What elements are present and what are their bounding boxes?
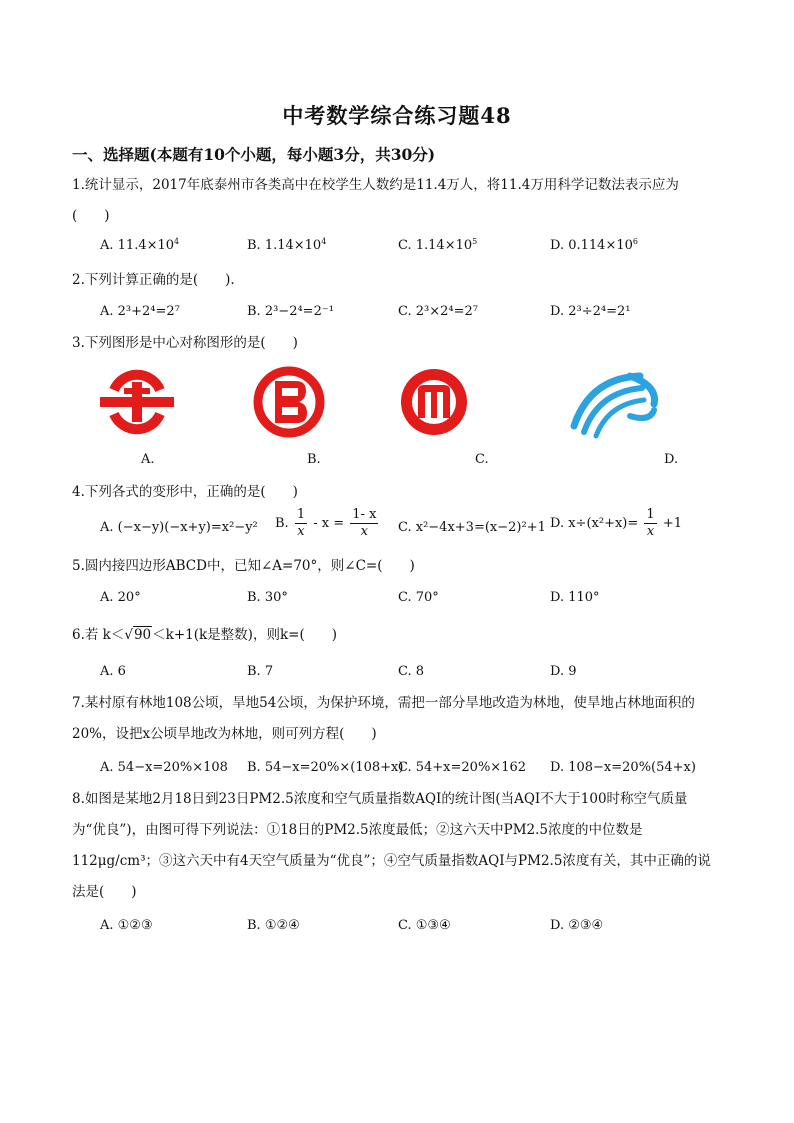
question-6: 6.若 k＜√90＜k+1(k是整数)，则k=( ) <box>72 620 727 651</box>
option-c[interactable]: C. 54+x=20%×162 <box>398 760 527 775</box>
question-2-options <box>100 304 740 328</box>
option-d[interactable]: D. 2³÷2⁴=2¹ <box>550 304 631 319</box>
option-d[interactable]: D. 110° <box>550 590 600 605</box>
question-8-line-2: 为“优良”)，由图可得下列说法：①18日的PM2.5浓度最低；②这六天中PM2.5浓度的中位数是 <box>72 822 643 838</box>
option-d[interactable]: D. $0.114\times 10^6$ <box>550 237 638 253</box>
question-7-line-1: 7.某村原有林地108公顷，旱地54公顷，为保护环境，需把一部分旱地改造为林地，使旱地占林地面积的 <box>72 695 695 711</box>
option-b[interactable]: B. 54−x=20%×(108+x) <box>247 760 404 775</box>
question-1-options <box>100 238 740 262</box>
question-2 <box>72 265 727 296</box>
option-c[interactable]: C. 8 <box>398 664 425 679</box>
question-8 <box>72 784 727 908</box>
question-8-line-3: 112μg/cm³；③这六天中有4天空气质量为“优良”；④空气质量指数AQI与PM2.5浓度有关，其中正确的说 <box>72 853 711 869</box>
logo-d-image[interactable] <box>570 370 658 440</box>
question-5-options <box>100 590 740 614</box>
option-b[interactable]: B. 7 <box>247 664 274 679</box>
option-b[interactable]: B. ①②④ <box>247 918 300 933</box>
question-7-options <box>100 760 740 784</box>
question-2-text: 2.下列计算正确的是( ). <box>72 272 235 288</box>
page-title: 中考数学综合练习题48 <box>282 103 512 128</box>
question-6-options <box>100 664 740 688</box>
question-5-text: 5.圆内接四边形ABCD中，已知∠A=70°，则∠C=( ) <box>72 558 415 574</box>
option-d[interactable]: D. 108−x=20%(54+x) <box>550 760 696 775</box>
option-c[interactable]: C. 70° <box>398 590 439 605</box>
logo-c-label: C. <box>475 452 489 467</box>
option-c[interactable]: C. 2³×2⁴=2⁷ <box>398 304 478 319</box>
question-5 <box>72 551 727 582</box>
option-d[interactable]: D. 9 <box>550 664 577 679</box>
section-heading: 一、选择题(本题有10个小题，每小题3分，共30分) <box>72 145 436 164</box>
option-b[interactable]: B. 2³−2⁴=2⁻¹ <box>247 304 334 319</box>
option-a[interactable]: A. ①②③ <box>100 918 153 933</box>
logo-c-image[interactable] <box>398 366 470 438</box>
fraction: $\frac{1- x}{x}$ <box>352 507 377 539</box>
question-3 <box>72 328 727 359</box>
question-1 <box>72 170 727 232</box>
logo-b-image[interactable] <box>253 366 325 438</box>
logo-d-label: D. <box>664 452 679 467</box>
option-c[interactable]: C. ①③④ <box>398 918 451 933</box>
question-4 <box>72 477 727 508</box>
option-b[interactable]: B. $1.14\times 10^4$ <box>247 237 327 253</box>
logo-b-label: B. <box>307 452 321 467</box>
logo-a-label: A. <box>141 452 155 467</box>
option-c[interactable]: C. x²−4x+3=(x−2)²+1 <box>398 520 546 535</box>
option-a[interactable]: A. 54−x=20%×108 <box>100 760 228 775</box>
question-4-options <box>100 507 740 547</box>
option-a[interactable]: A. 20° <box>100 590 141 605</box>
logo-a-image[interactable] <box>100 368 174 436</box>
option-b[interactable]: B. $\frac{1}{x}$ - x = $\frac{1- x}{x}$ <box>275 507 377 539</box>
fraction: $\frac{1}{x}$ <box>296 507 306 539</box>
option-a[interactable]: A. 6 <box>100 664 126 679</box>
question-3-text: 3.下列图形是中心对称图形的是( ) <box>72 335 298 351</box>
question-8-options <box>100 918 740 942</box>
question-7-line-2: 20%，设把x公顷旱地改为林地，则可列方程( ) <box>72 726 377 742</box>
question-7 <box>72 688 727 750</box>
question-1-line-1: 1.统计显示，2017年底泰州市各类高中在校学生人数约是11.4万人，将11.4万用科学记数法表示应为 <box>72 177 679 193</box>
option-a[interactable]: A. (−x−y)(−x+y)=x²−y² <box>100 520 258 535</box>
question-8-line-4: 法是( ) <box>72 884 137 900</box>
option-b[interactable]: B. 30° <box>247 590 288 605</box>
question-1-line-2: ( ) <box>72 208 110 224</box>
option-d[interactable]: D. x÷(x²+x)= $\frac{1}{x}$ +1 <box>550 507 682 539</box>
question-4-text: 4.下列各式的变形中，正确的是( ) <box>72 484 298 500</box>
fraction: $\frac{1}{x}$ <box>646 507 655 539</box>
option-a[interactable]: A. 2³+2⁴=2⁷ <box>100 304 180 319</box>
square-root: √90 <box>124 627 152 643</box>
option-d[interactable]: D. ②③④ <box>550 918 604 933</box>
question-8-line-1: 8.如图是某地2月18日到23日PM2.5浓度和空气质量指数AQI的统计图(当AQI不大于100时称空气质量 <box>72 791 688 807</box>
option-a[interactable]: A. $11.4\times 10^4$ <box>100 237 180 253</box>
option-c[interactable]: C. $1.14\times 10^5$ <box>398 237 478 253</box>
